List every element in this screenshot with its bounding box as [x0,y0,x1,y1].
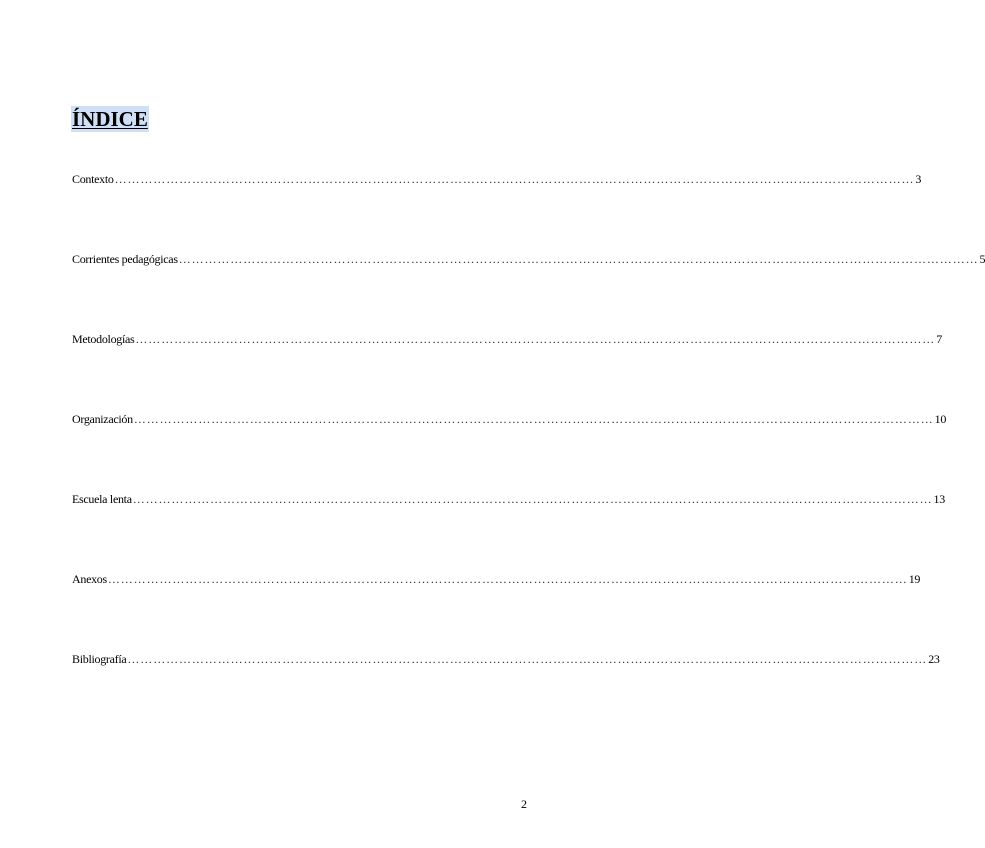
toc-entry-label: Organización [72,412,133,426]
toc-entry-bibliografia[interactable] [72,651,940,667]
toc-entry-contexto[interactable] [72,171,922,187]
dot-leader: …………………………………………………………………………………………………………………………………………………………………… [178,252,979,266]
toc-entry-page: 13 [933,492,945,506]
toc-entry-page: 23 [928,652,940,666]
toc-entry-label: Corrientes pedagógicas [72,252,178,266]
toc-entry-page: 5 [979,252,985,266]
toc-entry-escuela-lenta[interactable] [72,491,945,507]
toc-entry-metodologias[interactable] [72,331,942,347]
toc-entry-anexos[interactable] [72,571,921,587]
index-title: ÍNDICE [72,107,148,131]
toc-entry-label: Anexos [72,572,107,586]
dot-leader: …………………………………………………………………………………………………………………………………………………………………… [132,492,933,506]
toc-entry-label: Bibliografía [72,652,127,666]
toc-entry-page: 7 [936,332,942,346]
dot-leader: …………………………………………………………………………………………………………………………………………………………………… [114,172,915,186]
toc-entry-label: Contexto [72,172,114,186]
footer-page-number: 2 [521,797,527,811]
toc-entry-page: 19 [908,572,921,586]
toc-entry-label: Metodologías [72,332,135,346]
toc-entry-page: 10 [934,412,947,426]
toc-entry-label: Escuela lenta [72,492,132,506]
toc-entry-corrientes-pedagogicas[interactable] [72,251,985,267]
toc-entry-organizacion[interactable] [72,411,947,427]
dot-leader: …………………………………………………………………………………………………………………………………………………………………… [127,652,928,666]
dot-leader: …………………………………………………………………………………………………………………………………………………………………… [133,412,934,426]
toc-entry-page: 3 [915,172,922,186]
dot-leader: …………………………………………………………………………………………………………………………………………………………………… [135,332,936,346]
dot-leader: …………………………………………………………………………………………………………………………………………………………………… [107,572,908,586]
